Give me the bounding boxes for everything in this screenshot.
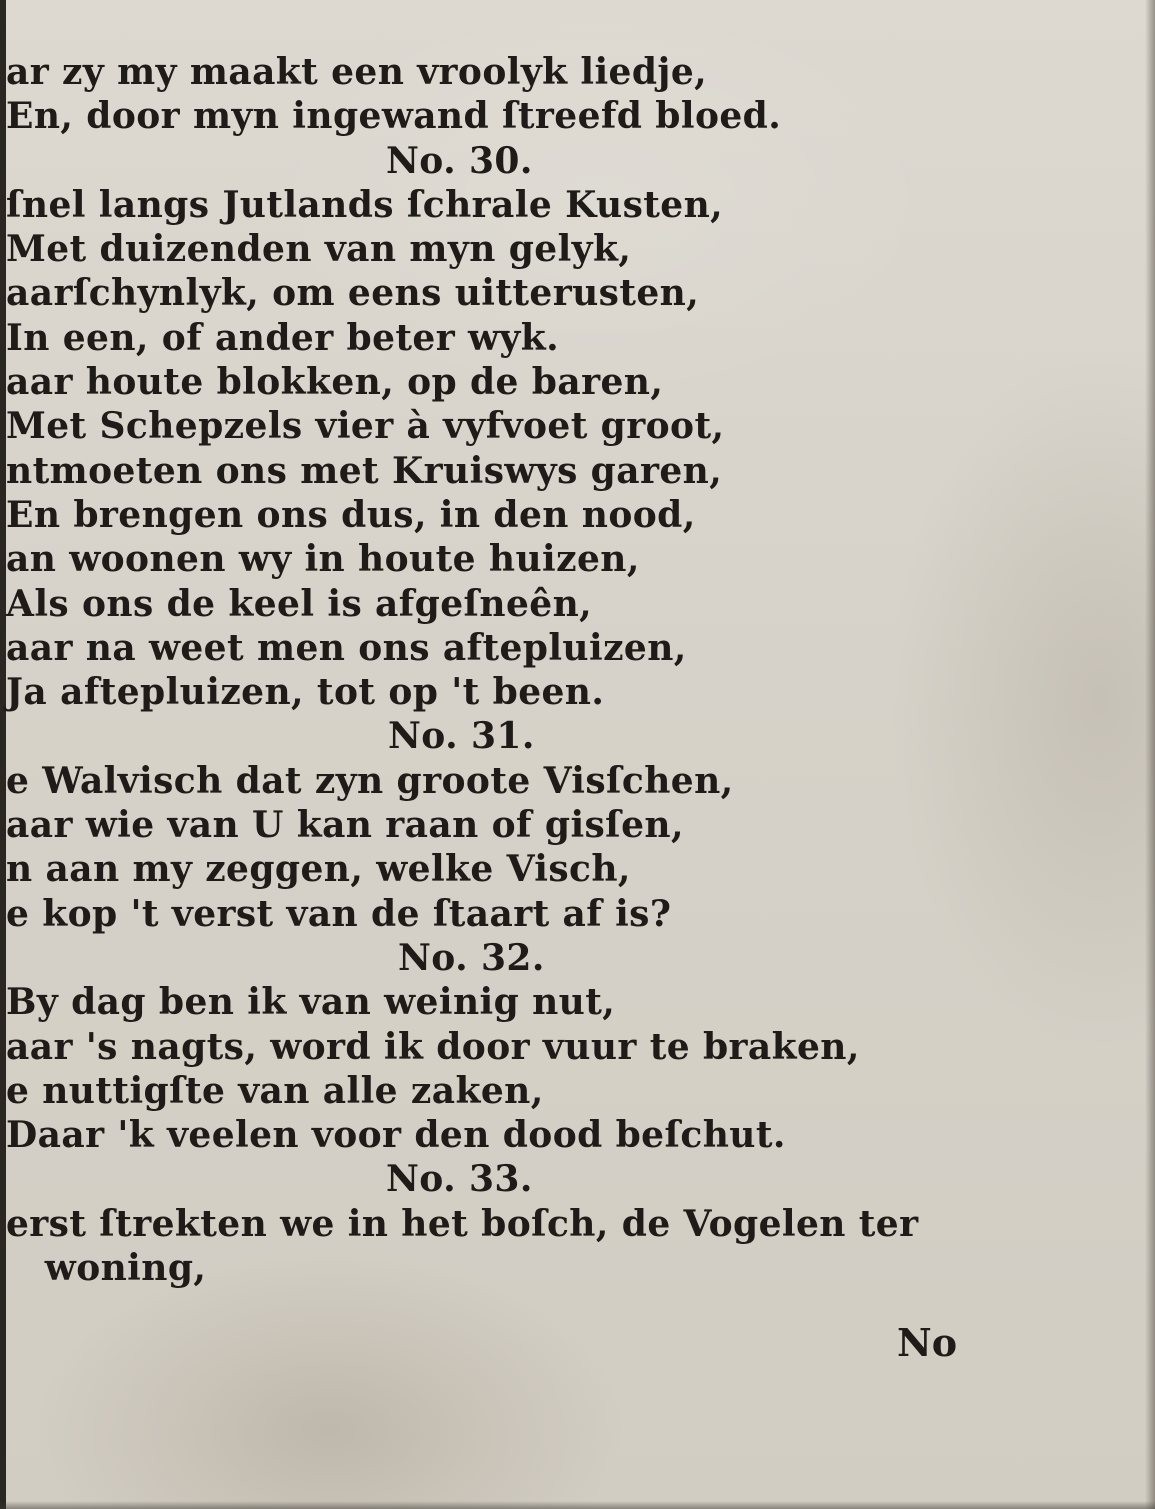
riddle-number-heading — [6, 1157, 1006, 1201]
verse-line: aar 's nagts, word ik door vuur te braken, — [6, 1025, 860, 1068]
page-text-body — [6, 50, 1006, 1290]
verse-line: aar na weet men ons aftepluizen, — [6, 626, 687, 669]
riddle-number-heading — [6, 936, 1006, 980]
verse-line: En brengen ons dus, in den nood, — [6, 493, 696, 536]
verse-line: Ja aftepluizen, tot op 't been. — [6, 671, 605, 714]
riddle-number-text: No. 33. — [386, 1158, 533, 1201]
riddle-number-text: No. 31. — [388, 715, 535, 758]
verse-line: In een, of ander beter wyk. — [6, 316, 559, 359]
verse-line: e nuttigſte van alle zaken, — [6, 1069, 544, 1112]
verse-line: ntmoeten ons met Kruiswys garen, — [6, 449, 723, 492]
riddle-number-heading — [6, 139, 1006, 183]
page-bottom-shadow — [0, 1501, 1155, 1509]
verse-line: woning, — [6, 1247, 207, 1290]
verse-line: En, door myn ingewand ſtreefd bloed. — [6, 95, 782, 138]
page-edge-shadow — [1145, 0, 1155, 1509]
catchword: No — [897, 1320, 958, 1365]
verse-line: e Walvisch dat zyn groote Visſchen, — [6, 759, 734, 802]
verse-line: ar zy my maakt een vroolyk liedje, — [6, 51, 708, 93]
verse-line: ſnel langs Jutlands ſchrale Kusten, — [6, 183, 724, 226]
verse-line: aar wie van U kan raan of gisſen, — [6, 804, 684, 847]
verse-line: aarſchynlyk, om eens uitterusten, — [6, 272, 700, 315]
verse-line: aar houte blokken, op de baren, — [6, 361, 664, 404]
riddle-number-text: No. 30. — [386, 139, 533, 182]
verse-line: By dag ben ik van weinig nut, — [6, 981, 616, 1024]
verse-line: n aan my zeggen, welke Visch, — [6, 848, 631, 891]
riddle-number-heading — [6, 714, 1006, 758]
verse-line: Daar 'k veelen voor den dood beſchut. — [6, 1114, 786, 1157]
verse-line: erst ſtrekten we in het boſch, de Vogelen ter — [6, 1202, 919, 1245]
verse-line: e kop 't verst van de ſtaart af is? — [6, 892, 672, 935]
riddle-number-text: No. 32. — [398, 936, 545, 979]
verse-line: an woonen wy in houte huizen, — [6, 538, 640, 581]
verse-line: Met Schepzels vier à vyfvoet groot, — [6, 405, 725, 448]
verse-line: Met duizenden van myn gelyk, — [6, 228, 632, 271]
verse-line: Als ons de keel is afgeſneên, — [6, 582, 593, 625]
